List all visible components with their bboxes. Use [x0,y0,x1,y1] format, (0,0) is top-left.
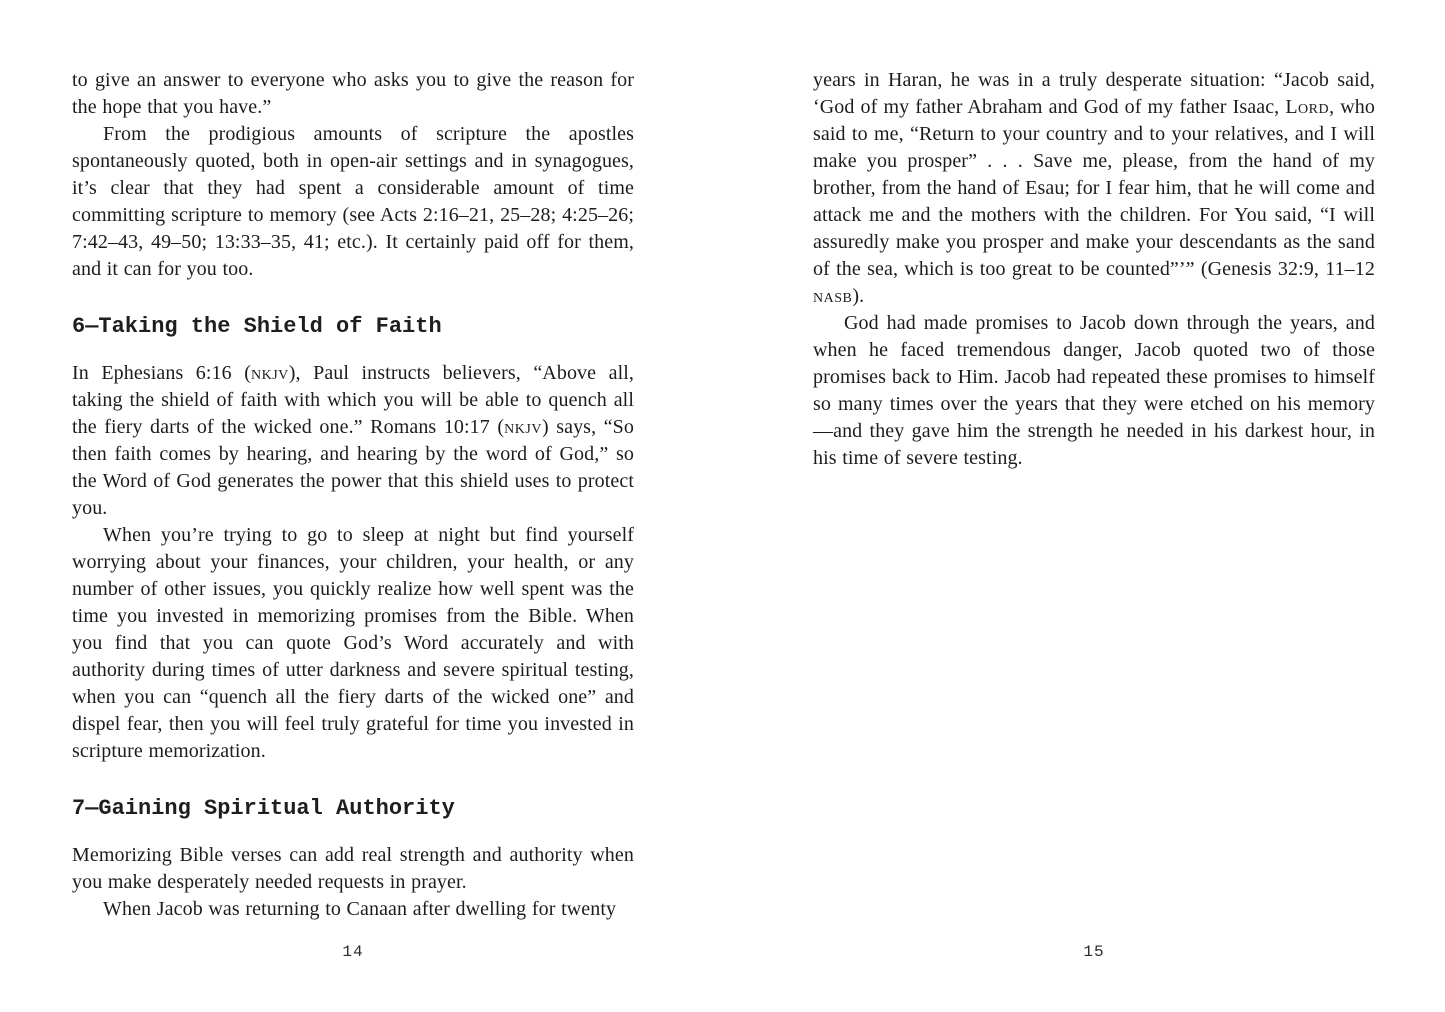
paragraph: In Ephesians 6:16 (nkjv), Paul instructs believers, “Above all, taking the shield of faith with which you will be able to quench all the fiery darts of the wicked one.” Romans 10:17 (nkjv) says, “So then faith comes by hearing, and hearing by the word of God,” so the Word of God generates the power that this shield uses to protect you. [72,362,634,519]
page-right [813,67,1375,977]
page-number-right: 15 [1083,943,1105,961]
section-heading: 7—Gaining Spiritual Authority [72,796,455,821]
paragraph: From the prodigious amounts of scripture the apostles spontaneously quoted, both in open-air settings and in synagogues, it’s clear that they had spent a considerable amount of time committing scripture to memory (see Acts 2:16–21, 25–28; 4:25–26; 7:42–43, 49–50; 13:33–35, 41; etc.). It certainly paid off for them, and it can for you too. [72,123,634,280]
paragraph: years in Haran, he was in a truly desperate situation: “Jacob said, ‘God of my father Abraham and God of my father Isaac, Lord, who said to me, “Return to your country and to your relatives, and I will make you prosper” . . . Save me, please, from the hand of my brother, from the hand of Esau; for I fear him, that he will come and attack me and the mothers with the children. For You said, “I will assuredly make you prosper and make your descendants as the sand of the sea, which is too great to be counted”’” (Genesis 32:9, 11–12 nasb). [813,69,1375,307]
page-number-left: 14 [342,943,364,961]
small-caps-abbreviation: Lord [1285,96,1330,118]
page-left [72,67,634,977]
paragraph: When Jacob was returning to Canaan after dwelling for twenty [103,898,617,920]
paragraph: God had made promises to Jacob down through the years, and when he faced tremendous danger, Jacob quoted two of those promises back to Him. Jacob had repeated these promises to himself so many times over the years that they were etched on his memory—and they gave him the strength he needed in his darkest hour, in his time of severe testing. [813,312,1375,469]
small-caps-abbreviation: nkjv [250,362,289,384]
page-left-body [72,67,634,923]
page-right-body [813,67,1375,472]
small-caps-abbreviation: nasb [813,285,853,307]
paragraph: to give an answer to everyone who asks you to give the reason for the hope that you have.” [72,69,634,118]
section-heading: 6—Taking the Shield of Faith [72,314,442,339]
paragraph: Memorizing Bible verses can add real strength and authority when you make desperately needed requests in prayer. [72,844,634,893]
paragraph: When you’re trying to go to sleep at night but find yourself worrying about your finances, your children, your health, or any number of other issues, you quickly realize how well spent was the time you invested in memorizing promises from the Bible. When you find that you can quote God’s Word accurately and with authority during times of utter darkness and severe spiritual testing, when you can “quench all the fiery darts of the wicked one” and dispel fear, then you will feel truly grateful for time you invested in scripture memorization. [72,524,634,762]
small-caps-abbreviation: nkjv [504,416,542,438]
